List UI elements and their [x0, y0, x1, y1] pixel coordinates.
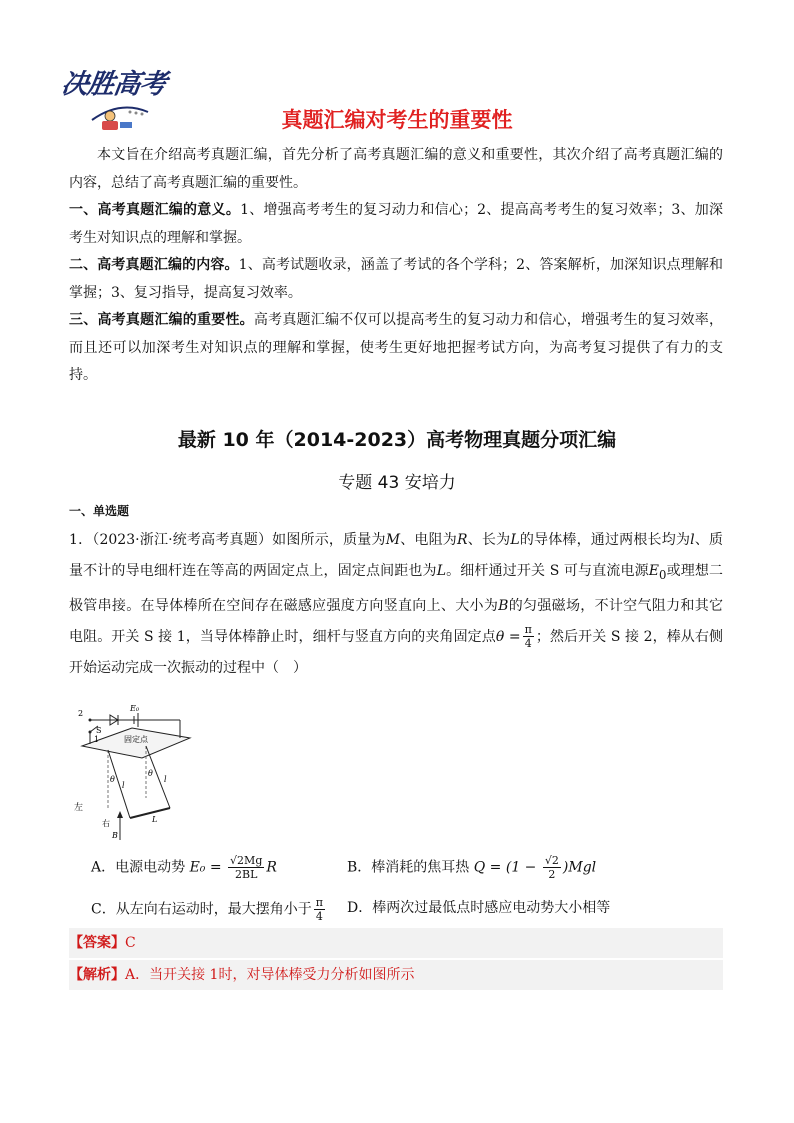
label-l-left: l — [122, 781, 125, 790]
importance-heading: 三、高考真题汇编的重要性。 — [69, 312, 254, 328]
label-left: 左 — [74, 803, 84, 813]
var-e-subscript: 0 — [659, 567, 667, 582]
option-a-fraction — [228, 854, 264, 881]
var-b: B — [498, 597, 509, 614]
content-text: 1、高考试题收录，涵盖了考试的各个学科；2、答案解析，加深知识点理解和掌握；3、复习指导，提高复习效率。 — [69, 257, 724, 301]
option-b[interactable] — [347, 854, 596, 881]
option-b-lhs: Q = (1 − — [473, 859, 537, 876]
analysis-tag: 【解析】 — [69, 967, 125, 983]
option-d[interactable] — [347, 896, 610, 920]
theta-equation: θ = — [495, 628, 521, 645]
answer-tag: 【答案】 — [69, 935, 125, 951]
label-theta-right: θ — [148, 769, 153, 778]
fraction-numerator: π — [315, 896, 323, 909]
label-b: B — [112, 831, 118, 840]
var-l-lower: l — [690, 532, 695, 548]
question-text: 的匀强磁场，不计空气阻力和其它电阻。开关 S 接 1，当导体棒静止时，细杆与竖直方向的夹角固定点 — [69, 597, 724, 645]
option-c-label: C．从左向右运动时，最大摆角小于 — [91, 901, 312, 918]
question-text: 、电阻为 — [400, 532, 457, 548]
content-paragraph — [69, 252, 723, 307]
label-e0: E₀ — [130, 704, 140, 713]
label-right: 右 — [102, 819, 110, 828]
label-s: S — [96, 726, 102, 735]
fraction-numerator: π — [524, 623, 532, 637]
question-text: 、长为 — [467, 532, 511, 548]
question-stem — [69, 525, 723, 684]
question-text: ；然后开关 S 接 2，棒从右侧开始运动完成一次振动的过程中（ ） — [69, 628, 723, 676]
significance-paragraph — [69, 197, 723, 252]
label-l-bar: L — [152, 815, 158, 824]
answer-bar — [69, 928, 723, 958]
answer-value: C — [125, 935, 136, 951]
question-text: 或理想二极管串接。在导体棒所在空间存在磁感应强度方向竖直向上、大小为 — [69, 563, 724, 614]
var-l-upper: L — [436, 563, 446, 579]
intro-paragraph: 本文旨在介绍高考真题汇编，首先分析了高考真题汇编的意义和重要性，其次介绍了高考真题汇编的内容，总结了高考真题汇编的重要性。 — [69, 147, 723, 191]
question-text: 的导体棒，通过两根长均为 — [519, 532, 691, 548]
topic-title: 专题 43 安培力 — [338, 473, 456, 493]
fraction-denominator: 2BL — [235, 868, 258, 881]
collection-title: 最新 10 年（2014-2023）高考物理真题分项汇编 — [177, 429, 617, 451]
option-b-tail: )Mgl — [562, 859, 597, 876]
question-1 — [69, 525, 723, 684]
option-c[interactable] — [91, 896, 327, 923]
fraction-denominator: 2 — [548, 868, 556, 881]
option-c-fraction — [314, 896, 325, 923]
logo-text: 决胜高考 — [59, 69, 168, 100]
analysis-text: A．当开关接 1时，对导体棒受力分析如图所示 — [125, 967, 415, 983]
option-b-label: B．棒消耗的焦耳热 — [347, 859, 470, 876]
main-title: 真题汇编对考生的重要性 — [281, 108, 513, 132]
var-e: E — [648, 563, 660, 579]
importance-paragraph — [69, 307, 723, 390]
option-a[interactable] — [91, 854, 277, 881]
option-d-label: D．棒两次过最低点时感应电动势大小相等 — [347, 900, 611, 916]
var-m: M — [385, 532, 401, 548]
label-fixed-point: 固定点 — [124, 735, 148, 744]
intro-section — [69, 142, 723, 390]
label-2: 2 — [78, 709, 84, 718]
option-a-lhs: E₀ = — [189, 859, 222, 876]
fraction-pi-over-4 — [523, 623, 534, 650]
fraction-denominator: 4 — [315, 910, 323, 923]
significance-text: 1、增强高考考生的复习动力和信心；2、提高高考考生的复习效率；3、加深考生对知识点的理解和掌握。 — [69, 202, 723, 246]
var-l-upper: L — [510, 532, 520, 548]
question-text: 。细杆通过开关 S 可与直流电源 — [446, 563, 649, 579]
section-label: 一、单选题 — [69, 504, 130, 518]
fraction-numerator: √2Mg — [230, 854, 263, 867]
label-theta-left: θ — [110, 775, 115, 784]
question-text: 、质量不计的导电细杆连在等高的两固定点上，固定点间距也为 — [69, 532, 724, 579]
analysis-bar — [69, 960, 723, 990]
fraction-numerator: √2 — [544, 854, 559, 867]
label-1: 1 — [94, 735, 100, 744]
content-heading: 二、高考真题汇编的内容。 — [69, 257, 239, 273]
label-l-right: l — [164, 775, 167, 784]
var-r: R — [457, 532, 468, 548]
question-text: 1．（2023·浙江·统考高考真题）如图所示，质量为 — [69, 532, 386, 548]
option-b-fraction — [543, 854, 561, 881]
importance-text: 高考真题汇编不仅可以提高考生的复习动力和信心，增强考生的复习效率，而且还可以加深考生对知识点的理解和掌握，使考生更好地把握考试方向，为高考复习提供了有力的支持。 — [69, 312, 723, 383]
circuit-diagram — [72, 698, 202, 843]
option-a-tail: R — [266, 859, 277, 876]
significance-heading: 一、高考真题汇编的意义。 — [69, 202, 241, 218]
option-a-label: A．电源电动势 — [91, 859, 186, 876]
fraction-denominator: 4 — [524, 637, 532, 651]
